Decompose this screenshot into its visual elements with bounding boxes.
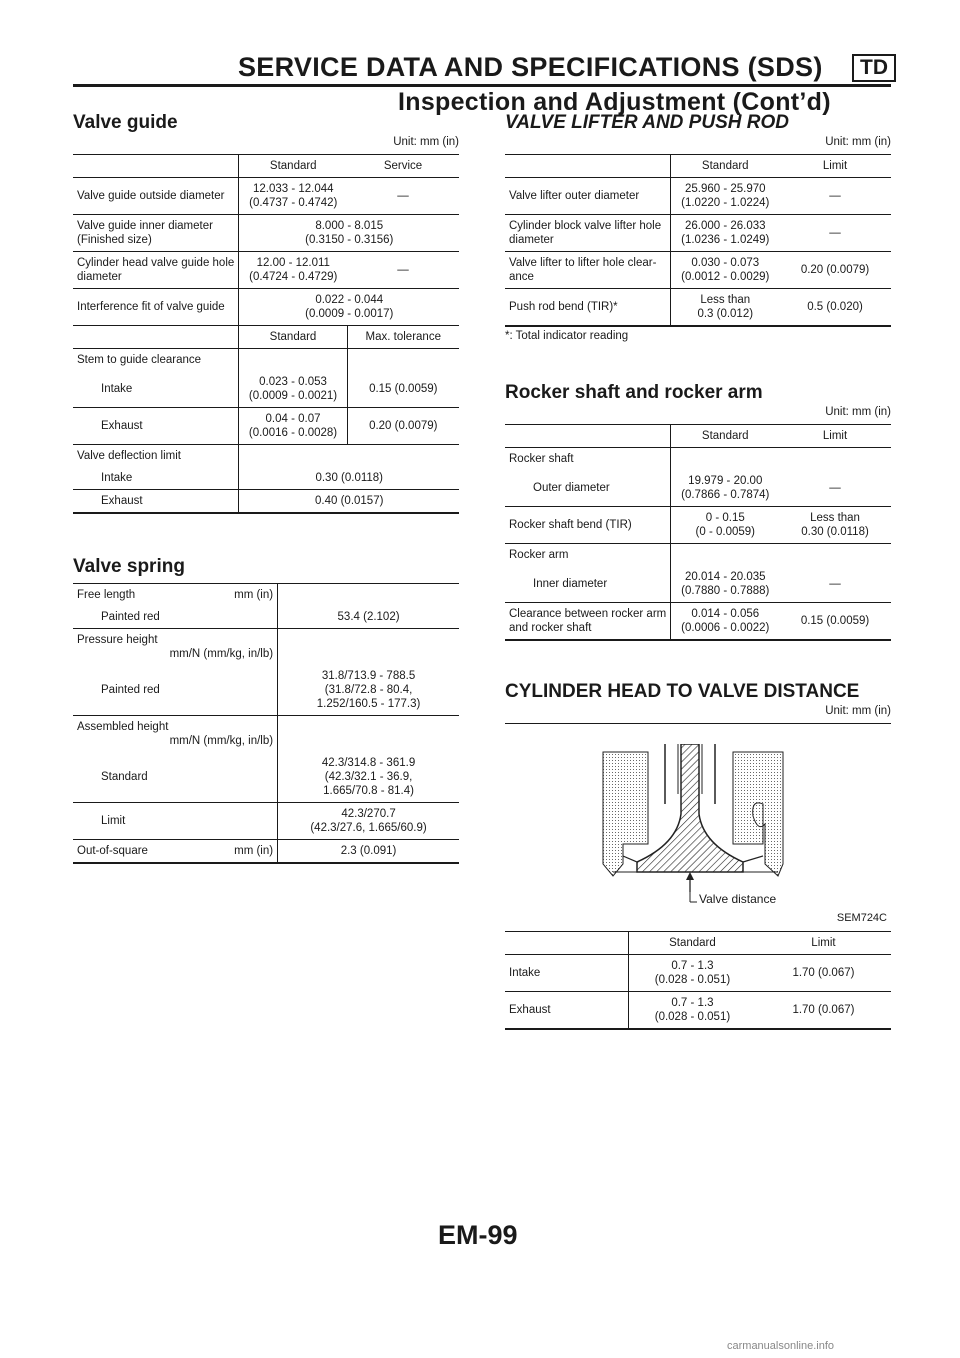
standard-value: 20.014 - 20.035 (0.7880 - 0.7888) (671, 566, 779, 603)
row-label: Intake (505, 955, 629, 992)
row-label: Interference fit of valve guide (73, 289, 239, 326)
engine-code-badge: TD (852, 54, 896, 82)
table-row (73, 215, 459, 252)
figure-code: SEM724C (836, 912, 887, 924)
service-value: — (347, 252, 459, 289)
column-header: Max. tolerance (347, 326, 459, 349)
limit-value: — (779, 215, 891, 252)
row-label: Cylinder block valve lifter hole diameter (505, 215, 671, 252)
page-number: EM-99 (438, 1220, 518, 1250)
page-header-title: SERVICE DATA AND SPECIFICATIONS (SDS) (238, 52, 823, 82)
row-label: Inner diameter (505, 566, 671, 603)
row-label: Exhaust (505, 992, 629, 1030)
table-row (505, 470, 891, 507)
valve-guide-unit: Unit: mm (in) (393, 136, 459, 148)
standard-value: 0.022 - 0.044 (0.0009 - 0.0017) (239, 289, 459, 326)
row-label: Exhaust (73, 408, 239, 445)
valve-lifter-title: VALVE LIFTER AND PUSH ROD (505, 112, 789, 133)
table-row (73, 490, 459, 514)
column-header: Limit (779, 425, 891, 448)
table-row (73, 629, 459, 666)
row-label: Rocker arm (505, 544, 671, 567)
table-row (505, 215, 891, 252)
limit-value: 0.5 (0.020) (807, 301, 863, 313)
row-label: Out-of-square mm (in) (73, 840, 278, 864)
row-label: Intake (73, 467, 239, 490)
spec-value: 2.3 (0.091) (340, 845, 397, 857)
max-tolerance-value: 0.20 (0.0079) (347, 408, 459, 445)
limit-value: 1.70 (0.067) (792, 1004, 855, 1016)
row-label: Rocker shaft (505, 448, 671, 471)
table-row (505, 289, 891, 327)
standard-value: 0.014 - 0.056 (0.0006 - 0.0022) (681, 608, 770, 634)
watermark: carmanualsonline.info (727, 1340, 835, 1352)
max-tolerance-value: 0.15 (0.0059) (347, 371, 459, 408)
row-label: Valve lifter to lifter hole clear- ance (505, 252, 671, 289)
rocker-table (505, 424, 891, 641)
table-header-row (73, 155, 459, 178)
column-header: Standard (671, 425, 779, 448)
spec-value: 42.3/314.8 - 361.9 (42.3/32.1 - 36.9, 1.665/70.8 - 81.4) (278, 752, 459, 803)
row-label: Painted red (73, 665, 278, 716)
table-row (73, 606, 459, 629)
standard-value: 0 - 0.15 (0 - 0.0059) (671, 507, 779, 544)
table-row (73, 252, 459, 289)
table-header-row (505, 932, 891, 955)
standard-value: 0.7 - 1.3 (0.028 - 0.051) (654, 997, 731, 1023)
standard-value: Less than 0.3 (0.012) (697, 294, 754, 320)
standard-value: 0.04 - 0.07 (0.0016 - 0.0028) (239, 408, 347, 445)
limit-value: 0.15 (0.0059) (800, 615, 870, 627)
limit-value: 0.20 (0.0079) (779, 252, 891, 289)
row-label: Valve deflection limit (73, 445, 239, 468)
table-row (505, 955, 891, 992)
standard-value: 0.030 - 0.073 (0.0012 - 0.0029) (671, 252, 779, 289)
table-row (505, 992, 891, 1030)
valve-spring-title: Valve spring (73, 556, 185, 577)
limit-value: Less than 0.30 (0.0118) (779, 507, 891, 544)
table-row (73, 408, 459, 445)
table-row (73, 178, 459, 215)
row-label: Limit (73, 803, 278, 840)
row-label: Stem to guide clearance (73, 349, 239, 372)
limit-value: — (779, 178, 891, 215)
table-row (73, 445, 459, 468)
figure-top-rule (505, 723, 891, 724)
cyl-head-table (505, 931, 891, 1030)
row-label: Valve lifter outer diameter (505, 178, 671, 215)
table-header-row (505, 425, 891, 448)
page-subtitle: Inspection and Adjustment (Cont’d) (398, 88, 831, 116)
spec-value: 53.4 (2.102) (278, 606, 459, 629)
cyl-head-title: CYLINDER HEAD TO VALVE DISTANCE (505, 681, 860, 702)
table-row (73, 467, 459, 490)
limit-value: 0.30 (0.0118) (239, 467, 459, 490)
service-value: — (347, 178, 459, 215)
valve-distance-figure (505, 726, 891, 926)
row-label: Intake (73, 371, 239, 408)
valve-distance-label: Valve distance (699, 892, 777, 906)
limit-value: 0.40 (0.0157) (315, 495, 384, 507)
valve-diagram (593, 744, 793, 914)
spec-value: 42.3/270.7 (42.3/27.6, 1.665/60.9) (278, 803, 459, 840)
row-label: Standard (73, 752, 278, 803)
table-row (505, 566, 891, 603)
table-row (73, 371, 459, 408)
valve-lifter-table (505, 154, 891, 327)
header-rule (73, 84, 891, 87)
row-label: Valve guide inner diameter (Finished size) (73, 215, 239, 252)
table-row (505, 252, 891, 289)
row-label: Free length mm (in) (73, 584, 278, 607)
row-label: Exhaust (73, 490, 239, 514)
column-header: Standard (671, 155, 779, 178)
column-header: Limit (779, 155, 891, 178)
standard-value: 8.000 - 8.015 (0.3150 - 0.3156) (239, 215, 459, 252)
standard-value: 19.979 - 20.00 (0.7866 - 0.7874) (671, 470, 779, 507)
standard-value: 25.960 - 25.970 (1.0220 - 1.0224) (671, 178, 779, 215)
valve-guide-table (73, 154, 459, 514)
table-header-row (505, 155, 891, 178)
row-label: Outer diameter (505, 470, 671, 507)
row-label: Valve guide outside diameter (73, 178, 239, 215)
standard-value: 0.023 - 0.053 (0.0009 - 0.0021) (239, 371, 347, 408)
spec-value: 31.8/713.9 - 788.5 (31.8/72.8 - 80.4, 1.252/160.5 - 177.3) (278, 665, 459, 716)
column-header: Standard (239, 155, 347, 178)
row-label: Rocker shaft bend (TIR) (505, 507, 671, 544)
left-column (73, 112, 459, 864)
table-row (73, 665, 459, 716)
column-header: Standard (239, 326, 347, 349)
table-row (73, 752, 459, 803)
table-row (505, 603, 891, 641)
footnote: *: Total indicator reading (505, 330, 629, 342)
valve-guide-title: Valve guide (73, 112, 178, 133)
limit-value: — (779, 566, 891, 603)
row-label: Assembled height mm/N (mm/kg, in/lb) (73, 716, 278, 753)
standard-value: 26.000 - 26.033 (1.0236 - 1.0249) (671, 215, 779, 252)
table-row (73, 584, 459, 607)
rocker-title: Rocker shaft and rocker arm (505, 382, 763, 403)
row-label: Clearance between rocker arm and rocker shaft (505, 603, 671, 641)
table-row (73, 289, 459, 326)
row-label: Painted red (73, 606, 278, 629)
standard-value: 0.7 - 1.3 (0.028 - 0.051) (629, 955, 756, 992)
column-header: Limit (756, 932, 891, 955)
row-label: Pressure height mm/N (mm/kg, in/lb) (73, 629, 278, 666)
column-header: Standard (629, 932, 756, 955)
cyl-head-unit: Unit: mm (in) (825, 705, 891, 717)
column-header: Service (347, 155, 459, 178)
table-row (505, 178, 891, 215)
rocker-unit: Unit: mm (in) (825, 406, 891, 418)
table-header-row (73, 326, 459, 349)
valve-spring-table (73, 583, 459, 864)
standard-value: 12.033 - 12.044 (0.4737 - 0.4742) (239, 178, 347, 215)
table-row (505, 544, 891, 567)
table-row (73, 840, 459, 864)
standard-value: 12.00 - 12.011 (0.4724 - 0.4729) (239, 252, 347, 289)
table-row (73, 349, 459, 372)
limit-value: — (779, 470, 891, 507)
valve-lifter-unit: Unit: mm (in) (825, 136, 891, 148)
table-row (73, 803, 459, 840)
table-row (505, 448, 891, 471)
row-label: Cylinder head valve guide hole diameter (73, 252, 239, 289)
table-row (73, 716, 459, 753)
right-column (505, 112, 891, 1030)
limit-value: 1.70 (0.067) (756, 955, 891, 992)
row-label: Push rod bend (TIR)* (505, 289, 671, 327)
table-row (505, 507, 891, 544)
